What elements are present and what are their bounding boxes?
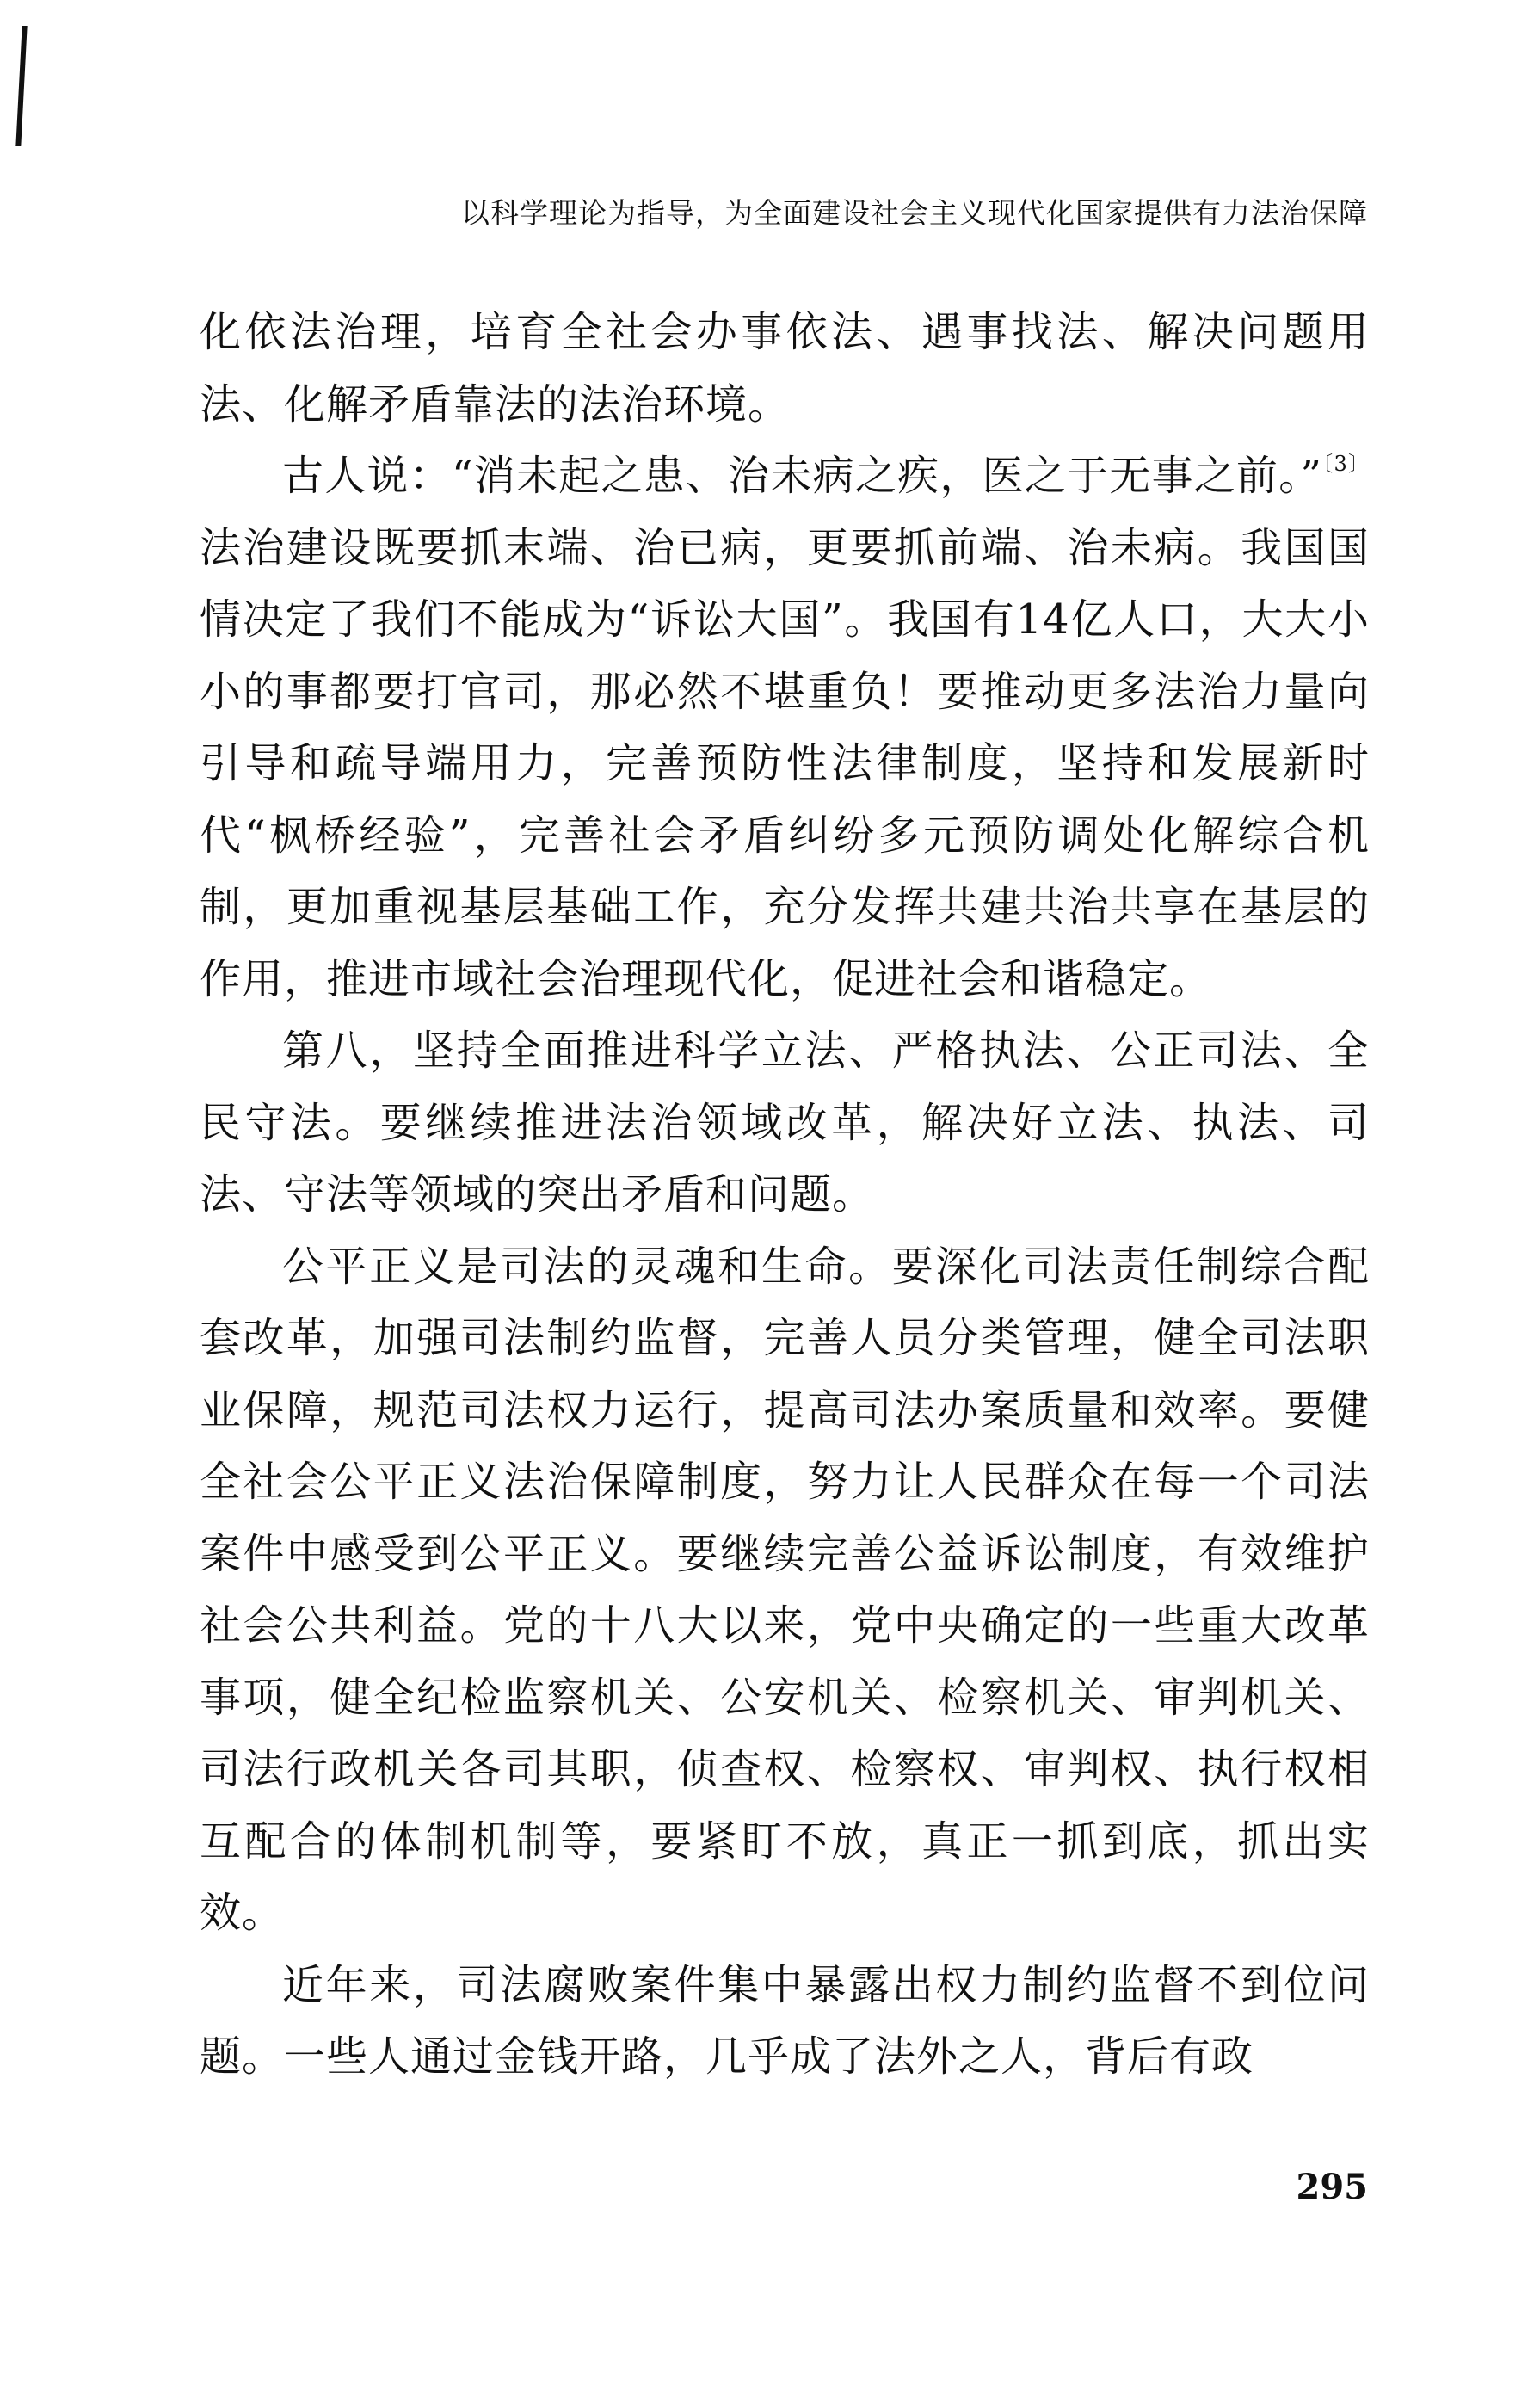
running-header: 以科学理论为指导，为全面建设社会主义现代化国家提供有力法治保障 (461, 196, 1368, 230)
paragraph-justice: 公平正义是司法的灵魂和生命。要深化司法责任制综合配套改革，加强司法制约监督，完善人员分类管理，健全司法职业保障，规范司法权力运行，提高司法办案质量和效率。要健全社会公平正义法治保障制度，努力让人民群众在每一个司法案件中感受到公平正义。要继续完善公益诉讼制度，有效维护社会公共利益。党的十八大以来，党中央确定的一些重大改革事项，健全纪检监察机关、公安机关、检察机关、审判机关、司法行政机关各司其职，侦查权、检察权、审判权、执行权相互配合的体制机制等，要紧盯不放，真正一抓到底，抓出实效。 (200, 1242, 1370, 1937)
paragraph-continuation: 化依法治理，培育全社会办事依法、遇事找法、解决问题用法、化解矛盾靠法的法治环境。 (200, 308, 1370, 429)
page-number: 295 (1296, 2167, 1368, 2207)
footnote-marker: 〔3〕 (1322, 452, 1370, 476)
paragraph-quote (200, 441, 1370, 1015)
body-text (200, 297, 1370, 2094)
scan-edge-mark (15, 26, 27, 146)
paragraph-point-eight: 第八，坚持全面推进科学立法、严格执法、公正司法、全民守法。要继续推进法治领域改革，解决好立法、执法、司法、守法等领域的突出矛盾和问题。 (200, 1027, 1370, 1218)
quote-followup: 法治建设既要抓末端、治已病，更要抓前端、治未病。我国国情决定了我们不能成为“诉讼大国”。我国有14亿人口，大大小小的事都要打官司，那必然不堪重负！要推动更多法治力量向引导和疏导端用力，完善预防性法律制度，坚持和发展新时代“枫桥经验”，完善社会矛盾纠纷多元预防调处化解综合机制，更加重视基层基础工作，充分发挥共建共治共享在基层的作用，推进市域社会治理现代化，促进社会和谐稳定。 (200, 523, 1370, 1003)
paragraph-corruption: 近年来，司法腐败案件集中暴露出权力制约监督不到位问题。一些人通过金钱开路，几乎成了法外之人，背后有政 (200, 1960, 1370, 2081)
quote-text: 古人说：“消未起之患、治未病之疾，医之于无事之前。” (282, 452, 1322, 500)
